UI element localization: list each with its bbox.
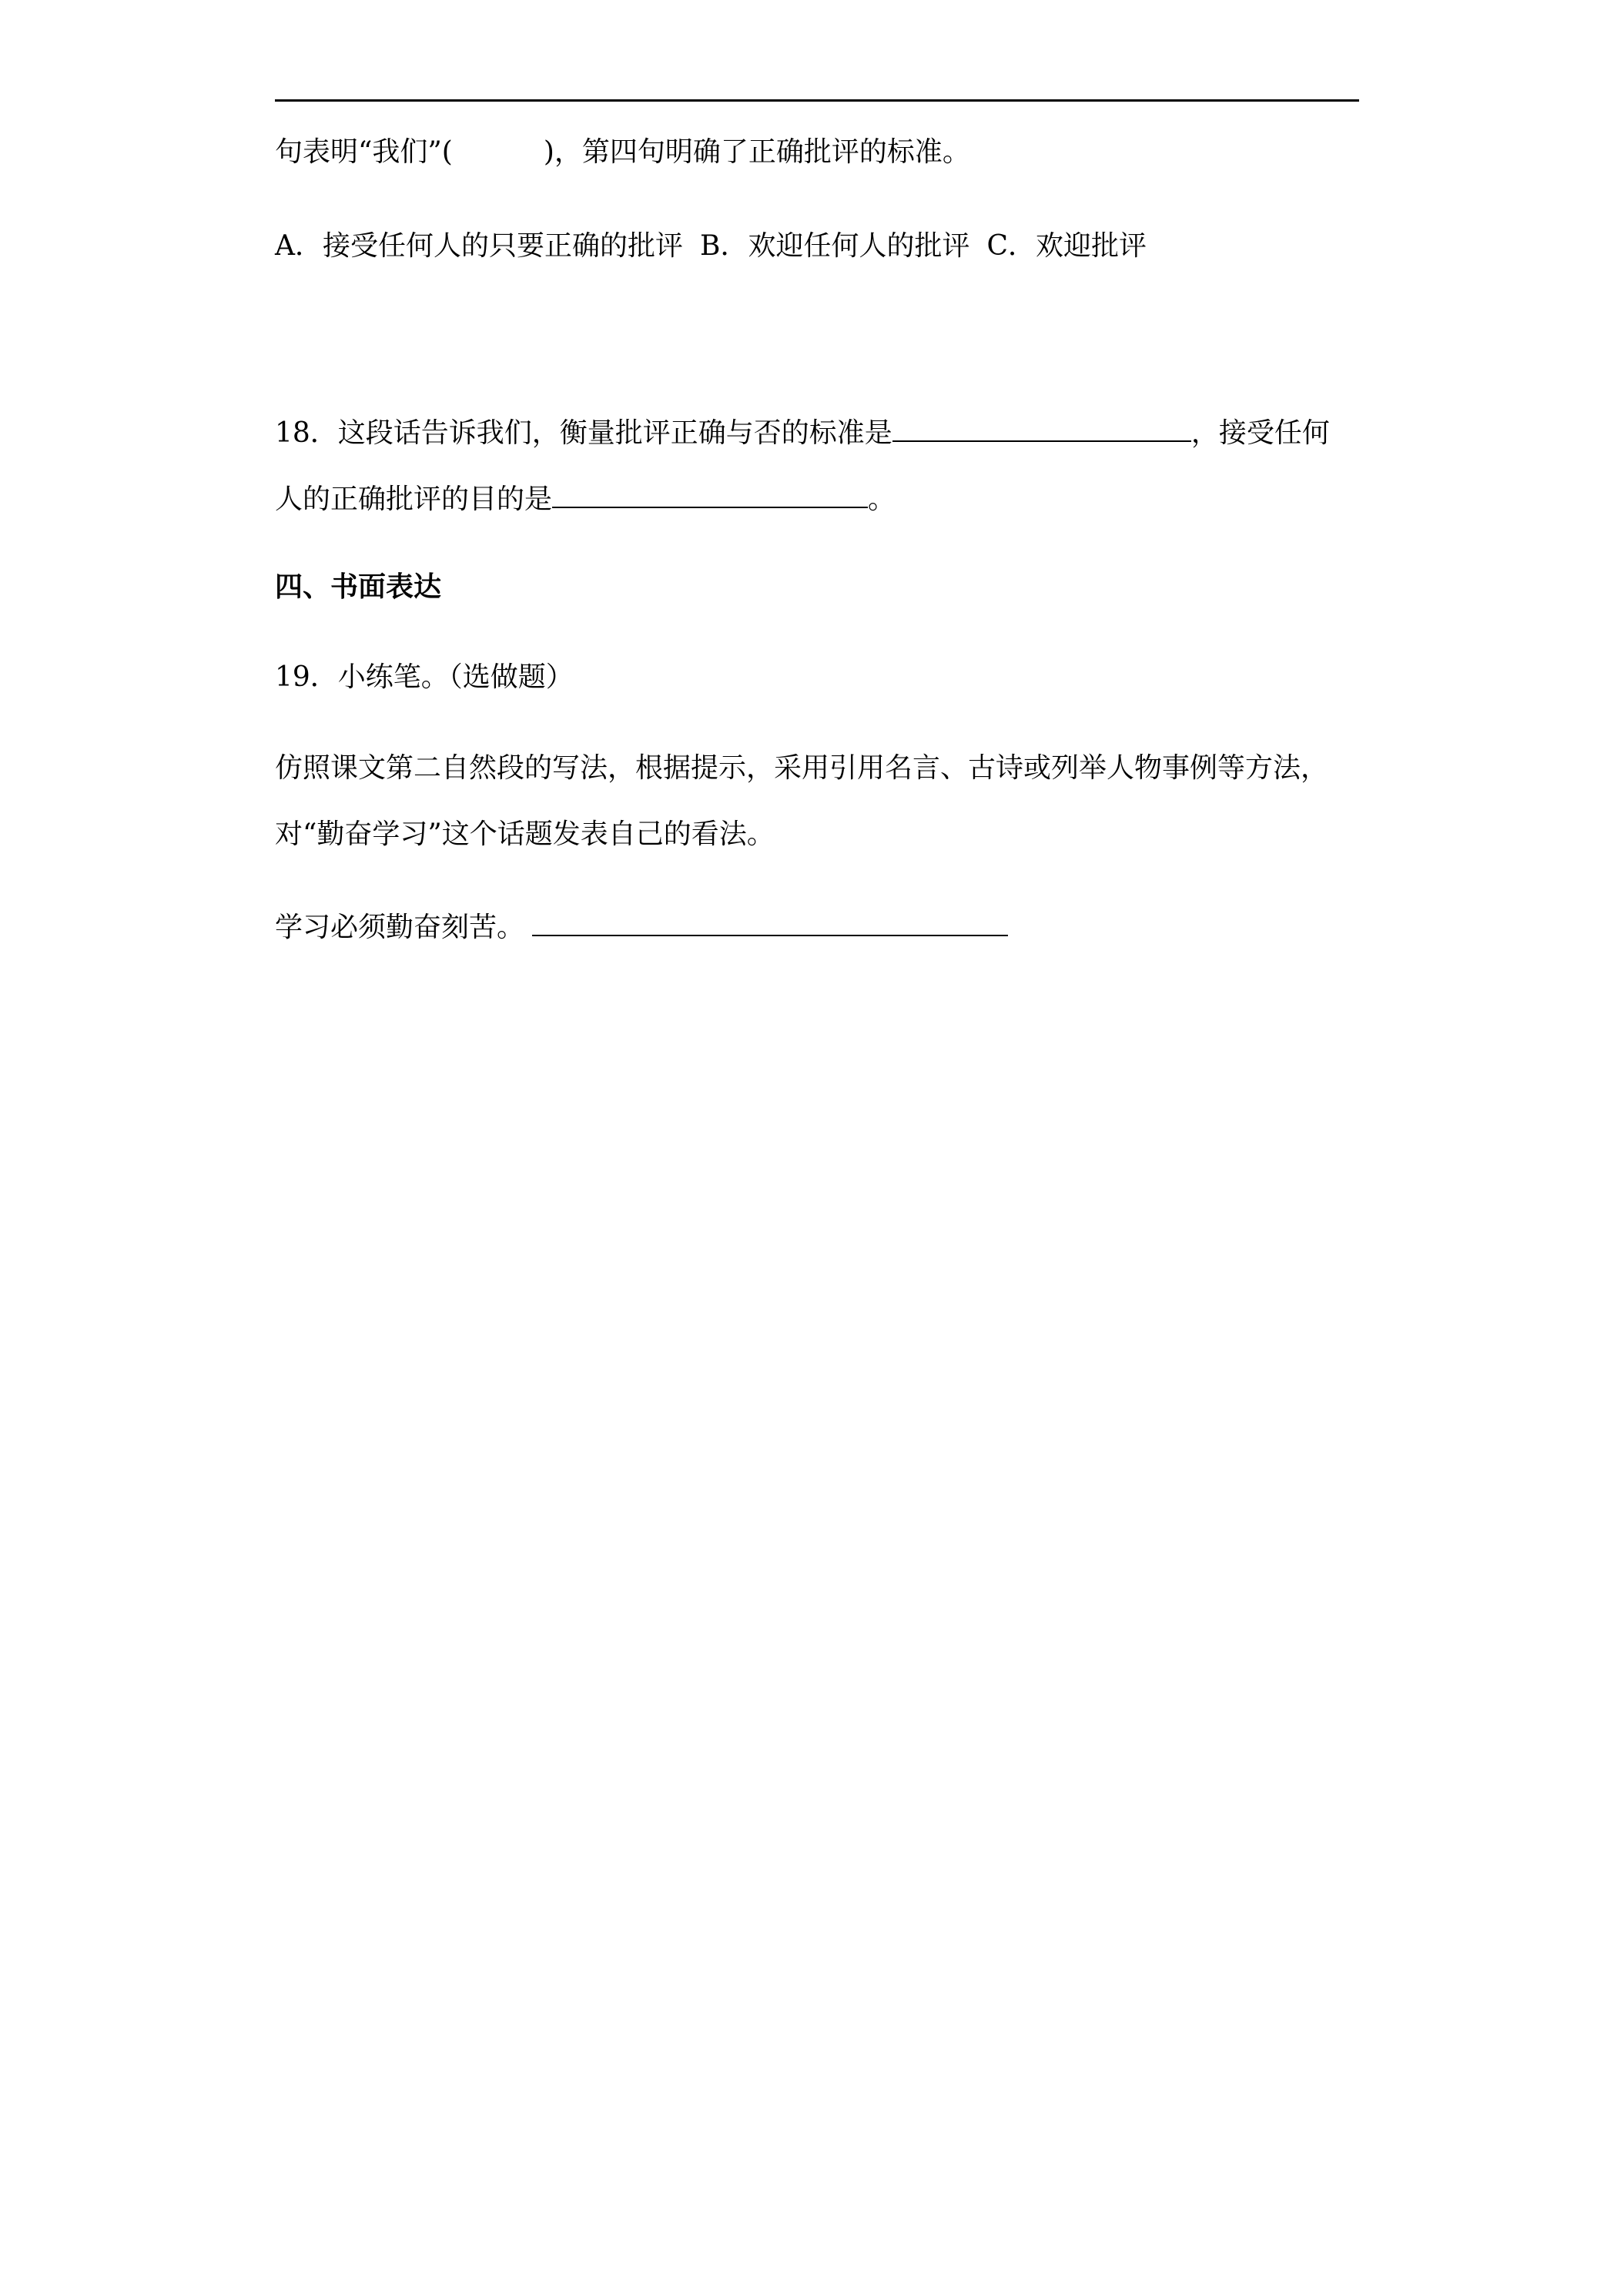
q17-stem-after: )，第四句明确了正确批评的标准。 bbox=[543, 136, 970, 168]
header-rule bbox=[275, 99, 1359, 102]
q18-line2-after: 。 bbox=[868, 484, 896, 515]
q19-instruction-line2: 对“勤奋学习”这个话题发表自己的看法。 bbox=[275, 818, 775, 850]
q18-text-after: ，接受任何 bbox=[1190, 417, 1330, 449]
q17-option-b[interactable]: B．欢迎任何人的批评 bbox=[700, 230, 970, 262]
q17-options bbox=[275, 229, 1147, 263]
q17-stem-before: 句表明“我们”( bbox=[275, 136, 453, 168]
q18-blank-standard[interactable] bbox=[892, 414, 1191, 442]
q17-option-c[interactable]: C．欢迎批评 bbox=[986, 230, 1147, 262]
q19-instruction-line1: 仿照课文第二自然段的写法，根据提示，采用引用名言、古诗或列举人物事例等方法， bbox=[275, 752, 1329, 784]
q17-stem bbox=[275, 136, 970, 169]
q18-line2 bbox=[275, 480, 896, 517]
section-heading-writing: 四、书面表达 bbox=[275, 571, 442, 603]
q19-answer-blank[interactable] bbox=[532, 909, 1008, 936]
q17-option-a[interactable]: A．接受任何人的只要正确的批评 bbox=[275, 230, 683, 262]
q19-answer-line bbox=[275, 909, 1008, 945]
q18-text-before: 18．这段话告诉我们，衡量批评正确与否的标准是 bbox=[275, 417, 892, 449]
q19-answer-prompt: 学习必须勤奋刻苦。 bbox=[275, 912, 525, 943]
q18-blank-purpose[interactable] bbox=[552, 480, 868, 508]
q18-line1 bbox=[275, 414, 1330, 450]
q19-title: 19．小练笔。（选做题） bbox=[275, 661, 574, 693]
q18-line2-before: 人的正确批评的目的是 bbox=[275, 484, 553, 515]
